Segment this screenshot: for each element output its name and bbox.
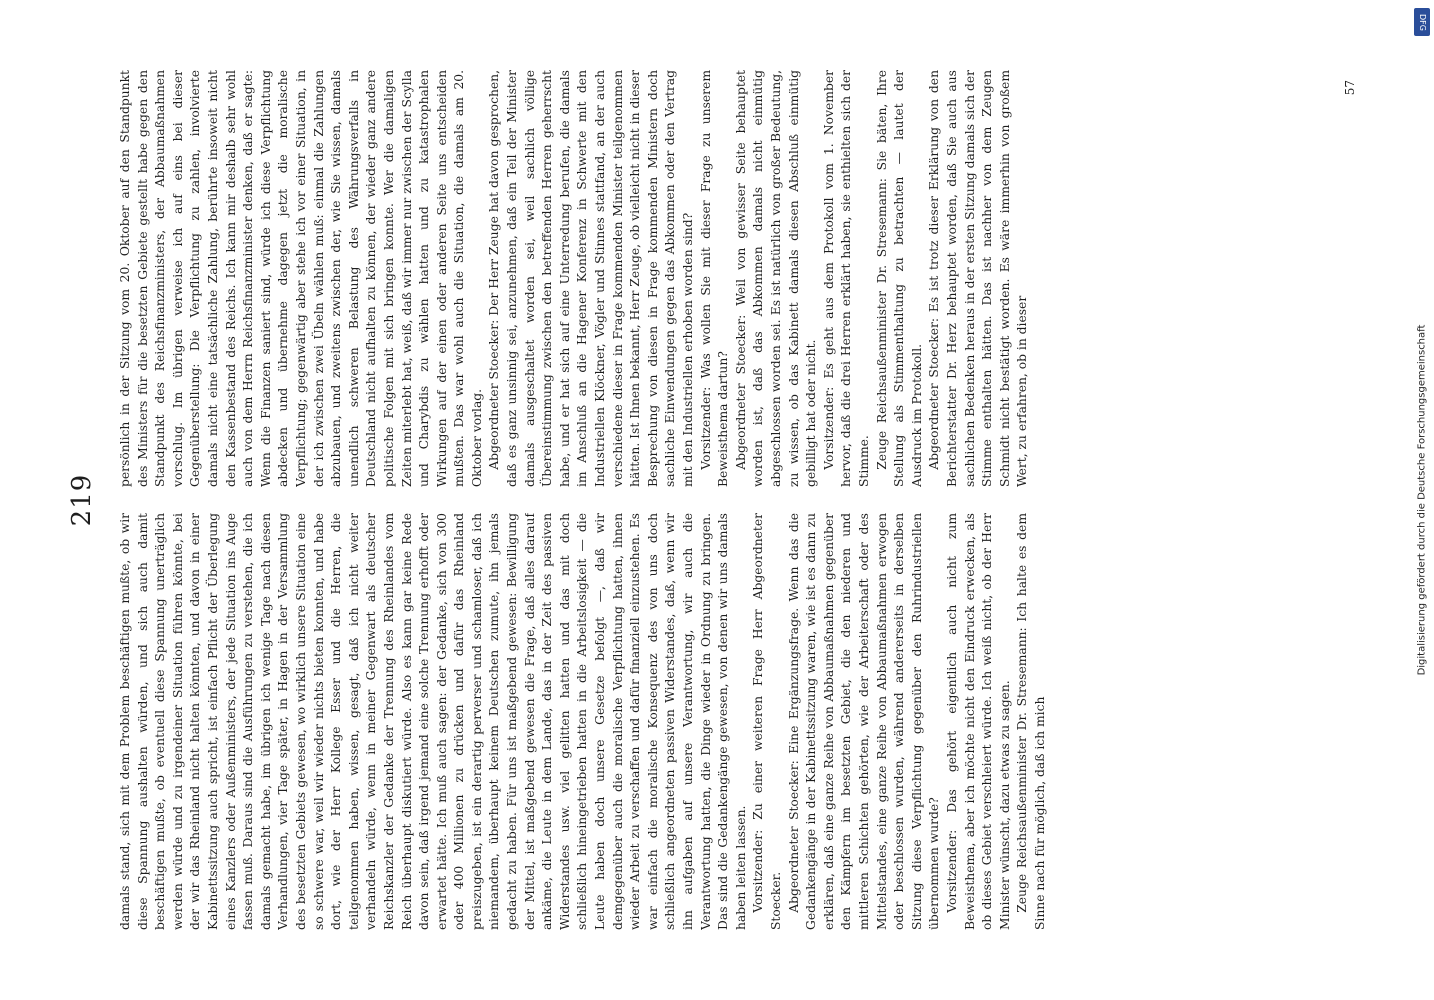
paragraph: Vorsitzender: Was wollen Sie mit dieser Frage zu unserem Beweisthema dartun?: [698, 70, 731, 487]
column-left: [117, 513, 1317, 930]
dfg-logo: DFG: [1414, 8, 1430, 36]
paragraph: Zeuge Reichsaußenminister Dr. Stresemann: Ich halte es dem Sinne nach für möglich, daß ich mich: [1015, 513, 1047, 930]
paragraph: Zeuge Reichsaußenminister Dr. Stresemann: Sie bäten, Ihre Stellung als Stimmenthaltung zu betrachten — lautet der Ausdruck im Protokoll.: [874, 70, 924, 487]
paragraph: Abgeordneter Stoecker: Weil von gewisser Seite behauptet worden ist, daß das Abkommen damals nicht einmütig abgeschlossen worden sei. Es ist natürlich von großer Bedeutung, zu wissen, ob das Kabinett damals diesen Abschluß einmütig gebilligt hat oder nicht.: [733, 70, 819, 487]
digitization-credit: Digitalisierung gefördert durch die Deutsche Forschungsgemeinschaft: [1416, 324, 1428, 676]
paragraph: damals stand, sich mit dem Problem beschäftigen mußte, ob wir diese Spannung aushalten würden, und sich auch damit beschäftigen mußte, ob eventuell diese Spannung unerträglich werden würde und zu irgendeiner Situation führen könnte, bei der wir das Rheinland nicht halten könnten, und davon in einer Kabinettssitzung auch spricht, ist einfach Pflicht der Überlegung eines Kanzlers oder Außenministers, der jede Situation ins Auge fassen muß. Daraus sind die Ausführungen zu verstehen, die ich damals gemacht habe, im übrigen ich wenige Tage nach diesen Verhandlungen, vier Tage später, in Hagen in der Versammlung des besetzten Gebiets gewesen, wo wirklich unsere Situation eine so schwere war, weil wir wieder nichts bieten konnten, und habe dort, wie der Herr Kollege Esser und die Herren, die teilgenommen haben, wissen, gesagt, daß ich nicht weiter verhandeln würde, wenn in meiner Gegenwart als deutscher Reichskanzler der Gedanke der Trennung des Rheinlandes vom Reich überhaupt diskutiert würde. Also es kann gar keine Rede davon sein, daß irgend jemand eine solche Trennung erhofft oder erwartet hätte. Ich muß auch sagen: der Gedanke, sich von 300 oder 400 Millionen zu drücken und dafür das Rheinland preiszugeben, ist ein derartig perverser und schamloser, daß ich niemandem, überhaupt keinem Deutschen zumute, ihn jemals gedacht zu haben. Für uns ist maßgebend gewesen: Bewilligung der Mittel, ist maßgebend gewesen die Frage, daß alles darauf ankäme, die Leute in dem Lande, das in der Zeit des passiven Widerstandes usw. viel gelitten hatten und das mit doch schließlich hineingetrieben hatten in die Arbeitslosigkeit — die Leute haben doch unsere Gesetze befolgt —, daß wir demgegenüber auch die moralische Verpflichtung hatten, ihnen wieder Arbeit zu verschaffen und dafür finanziell einzustehen. Es war einfach die moralische Konsequenz des von uns doch schließlich angeordneten passiven Widerstandes, daß, wenn wir ihn aufgaben auf unsere Verantwortung, wir auch die Verantwortung hatten, die Dinge wieder in Ordnung zu bringen. Das sind die Gedankengänge gewesen, von denen wir uns damals haben leiten lassen.: [118, 513, 748, 930]
document-page: [67, 70, 1357, 930]
paragraph: Vorsitzender: Das gehört eigentlich auch nicht zum Beweisthema, aber ich möchte nicht den Eindruck erwecken, als ob dieses Gebiet verschleiert würde. Ich weiß nicht, ob der Herr Minister wünscht, dazu etwas zu sagen.: [944, 513, 1012, 930]
paragraph: Abgeordneter Stoecker: Eine Ergänzungsfrage. Wenn das die Gedankengänge in der Kabinettssitzung waren, wie ist es dann zu erklären, daß eine ganze Reihe von Abbaumaßnahmen gegenüber den Kämpfern im besetzten Gebiet, die den niederen und mittleren Schichten gehörten, wie der Arbeiterschaft oder des Mittelstandes, eine ganze Reihe von Abbaumaßnahmen erwogen oder beschlossen wurden, während andererseits in derselben Sitzung diese Verpflichtung gegenüber den Ruhrindustriellen übernommen wurde?: [786, 513, 942, 930]
paragraph: Vorsitzender: Zu einer weiteren Frage Herr Abgeordneter Stoecker.: [751, 513, 783, 930]
credit-strip: [1410, 0, 1434, 1000]
paragraph: Abgeordneter Stoecker: Es ist trotz dieser Erklärung von den Berichterstatter Dr. Herz behauptet worden, daß Sie auch aus sachlichen Bedenken heraus in der ersten Sitzung damals sich der Stimme enthalten hätten. Das ist nachher von dem Zeugen Schmidt nicht bestätigt worden. Es wäre immerhin von großem Wert, zu erfahren, ob in dieser: [927, 70, 1030, 487]
paragraph: persönlich in der Sitzung vom 20. Oktober auf den Standpunkt des Ministers für die besetzten Gebiete gestellt habe gegen den Standpunkt des Reichsfinanzministers, der Abbaumaßnahmen vorschlug. Im übrigen verweise ich auf eins bei dieser Gegenüberstellung: Die Verpflichtung zu zahlen, involvierte damals nicht eine tatsächliche Zahlung, berührte insoweit nicht den Kassenbestand des Reichs. Ich kann mir deshalb sehr wohl auch von dem Herrn Reichsfinanzminister denken, daß er sagte: Wenn die Finanzen saniert sind, würde ich diese Verpflichtung abdecken und übernehme dagegen jetzt die moralische Verpflichtung; gegenwärtig aber stehe ich vor einer Situation, in der ich zwischen zwei Übeln wählen muß: einmal die Zahlungen abzubauen, und zweitens zwischen der, wie Sie wissen, damals unendlich schweren Belastung des Währungsverfalls in Deutschland nicht aufhalten zu können, der wieder ganz andere politische Folgen mit sich bringen konnte. Wer die damaligen Zeiten miterlebt hat, weiß, daß wir immer nur zwischen der Scylla und Charybdis zu wählen hatten und zu katastrophalen Wirkungen auf der einen oder anderen Seite uns entscheiden mußten. Das war wohl auch die Situation, die damals am 20. Oktober vorlag.: [118, 70, 484, 487]
footer-number: 57: [1343, 80, 1357, 96]
paragraph: Vorsitzender: Es geht aus dem Protokoll vom 1. November hervor, daß die drei Herren erklärt haben, sie enthielten sich der Stimme.: [821, 70, 871, 487]
column-right: [117, 70, 1317, 487]
text-columns: [117, 70, 1317, 930]
paragraph: Abgeordneter Stoecker: Der Herr Zeuge hat davon gesprochen, daß es ganz unsinnig sei, anzunehmen, daß ein Teil der Minister damals ausgeschaltet worden sei, weil sachlich völlige Übereinstimmung zwischen den betreffenden Herren geherrscht habe, und er hat sich auf eine Unterredung berufen, die damals im Anschluß an die Hagener Konferenz in Schwerte mit den Industriellen Klöckner, Vögler und Stinnes stattfand, an der auch verschiedene dieser in Frage kommenden Minister teilgenommen hätten. Ist Ihnen bekannt, Herr Zeuge, ob vielleicht nicht in dieser Besprechung von diesen in Frage kommenden Ministern doch sachliche Einwendungen gegen das Abkommen oder den Vertrag mit den Industriellen erhoben worden sind?: [487, 70, 695, 487]
page-number: 219: [67, 473, 97, 527]
